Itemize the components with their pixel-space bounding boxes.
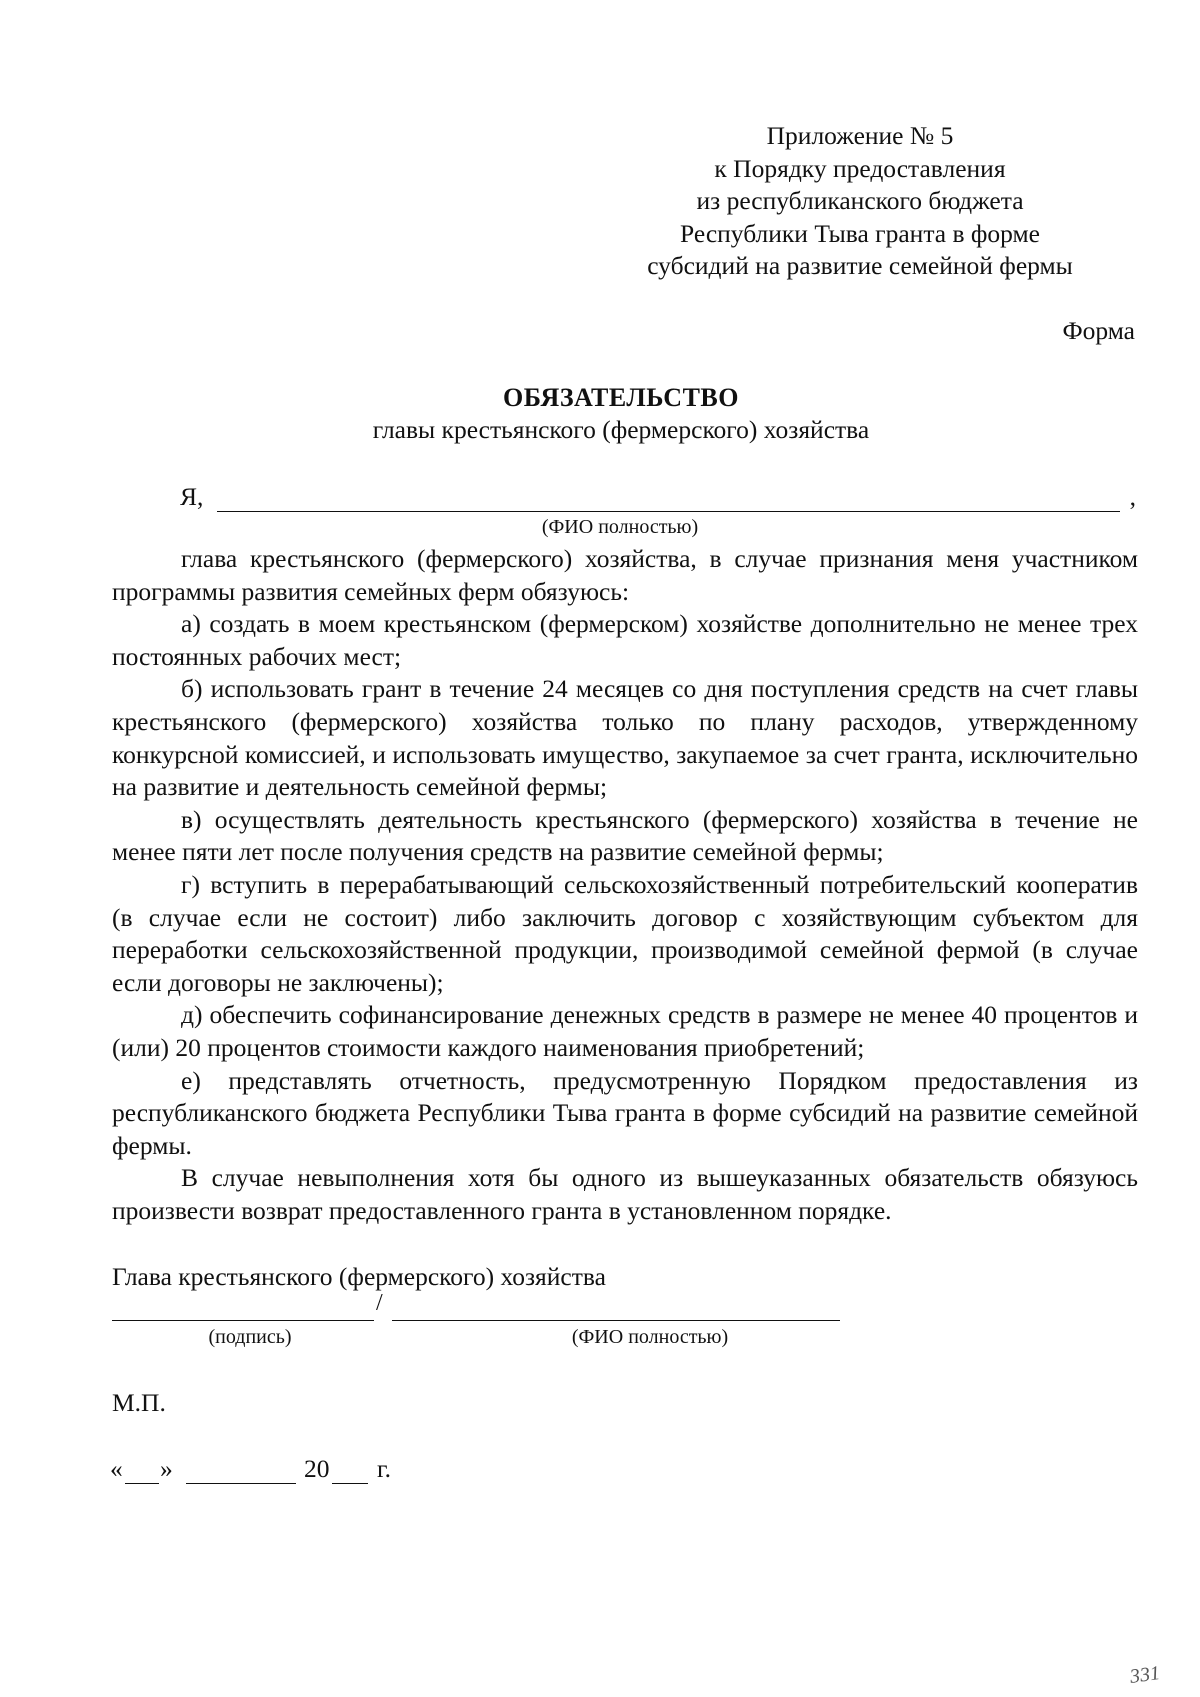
date-line xyxy=(110,1454,430,1488)
signer-name-field[interactable] xyxy=(392,1320,840,1321)
date-open-quote: « xyxy=(110,1454,123,1483)
stamp-place-label: М.П. xyxy=(112,1388,166,1417)
handwritten-page-mark: 331 xyxy=(1128,1662,1162,1688)
obligation-text xyxy=(112,543,1138,1227)
appendix-line: к Порядку предоставления xyxy=(714,153,1006,183)
date-year-prefix: 20 xyxy=(304,1454,330,1483)
paragraph-item-d: д) обеспечить софинансирование денежных средств в размере не менее 40 процентов и (или) 20 процентов стоимости каждого наименования приобретений; xyxy=(112,1000,1138,1062)
paragraph-refund: В случае невыполнения хотя бы одного из вышеуказанных обязательств обязуюсь произвести возврат предоставленного гранта в установленном порядке. xyxy=(112,1163,1138,1225)
pronoun-label: Я, xyxy=(180,482,204,511)
paragraph-item-b: б) использовать грант в течение 24 месяцев со дня поступления средств на счет главы крестьянского (фермерского) хозяйства только по плану расходов, утвержденному конкурсной комиссией, и использовать имущество, закупаемое за счет гранта, исключительно на развитие и деятельность семейной фермы; xyxy=(112,674,1138,802)
document-subtitle: главы крестьянского (фермерского) хозяйства xyxy=(372,415,870,444)
date-year-suffix: г. xyxy=(377,1454,391,1483)
paragraph-item-v: в) осуществлять деятельность крестьянского (фермерского) хозяйства в течение не менее пяти лет после получения средств на развитие семейной фермы; xyxy=(112,804,1138,867)
appendix-line: Республики Тыва гранта в форме xyxy=(680,218,1040,248)
appendix-line: Приложение № 5 xyxy=(766,121,954,150)
date-close-quote: » xyxy=(160,1454,173,1483)
appendix-header xyxy=(600,120,1120,283)
paragraph-item-a: а) создать в моем крестьянском (фермерском) хозяйстве дополнительно не менее трех постоянных рабочих мест; xyxy=(112,609,1138,671)
applicant-name-line xyxy=(180,482,1138,516)
signature-title: Глава крестьянского (фермерского) хозяйства xyxy=(112,1262,606,1291)
fio-caption: (ФИО полностью) xyxy=(541,516,699,538)
document-title: ОБЯЗАТЕЛЬСТВО xyxy=(503,383,739,412)
appendix-line: из республиканского бюджета xyxy=(696,186,1024,215)
comma-mark: , xyxy=(1129,482,1136,511)
signature-slash: / xyxy=(376,1290,383,1316)
signature-caption: (подпись) xyxy=(208,1326,292,1348)
form-label: Форма xyxy=(1062,316,1135,345)
paragraph-item-e: е) представлять отчетность, предусмотренную Порядком предоставления из республиканского бюджета Республики Тыва гранта в форме субсидий на развитие семейной фермы. xyxy=(112,1065,1138,1160)
appendix-line: субсидий на развитие семейной фермы xyxy=(647,251,1073,280)
date-day-field[interactable] xyxy=(125,1483,159,1484)
applicant-name-field[interactable] xyxy=(217,511,1120,512)
date-year-field[interactable] xyxy=(332,1483,368,1484)
signature-field[interactable] xyxy=(112,1320,374,1321)
paragraph-intro: глава крестьянского (фермерского) хозяйства, в случае признания меня участником программы развития семейных ферм обязуюсь: xyxy=(112,544,1138,606)
signer-fio-caption: (ФИО полностью) xyxy=(571,1326,729,1348)
date-month-field[interactable] xyxy=(186,1483,296,1484)
paragraph-item-g: г) вступить в перерабатывающий сельскохозяйственный потребительский кооператив (в случае если не состоит) либо заключить договор с хозяйствующим субъектом для переработки сельскохозяйственной продукции, производимой семейной фермой (в случае если договоры не заключены); xyxy=(112,869,1138,997)
